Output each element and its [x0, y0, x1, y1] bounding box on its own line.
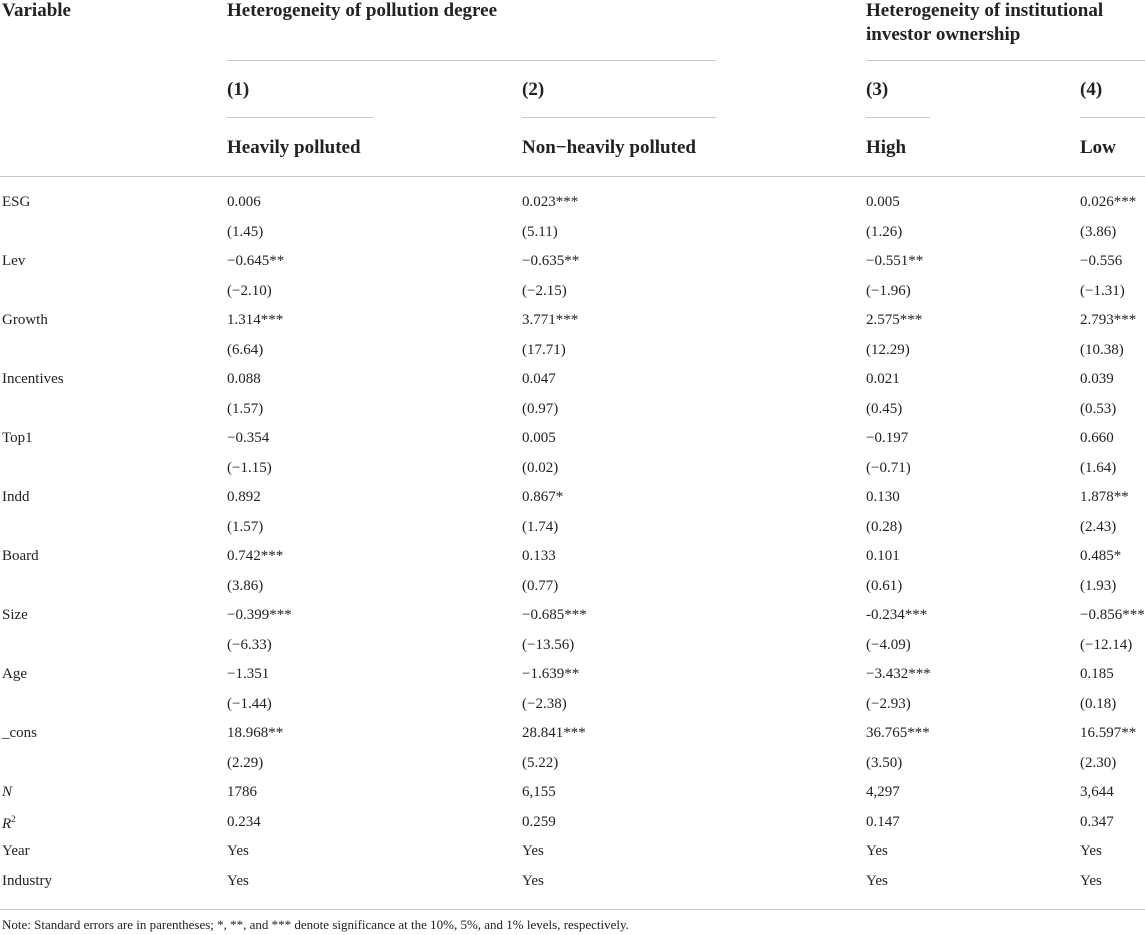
table-cell-col4: (1.64): [1080, 460, 1117, 476]
table-cell-col2: 0.259: [522, 814, 556, 830]
table-cell-col1: (6.64): [227, 342, 264, 358]
col-rule-1: [227, 117, 373, 118]
table-cell-col4: 16.597**: [1080, 725, 1137, 741]
table-cell-col4: (−12.14): [1080, 637, 1133, 653]
table-cell-col2: (5.22): [522, 755, 559, 771]
table-cell-col2: Yes: [522, 843, 544, 859]
row-label: [2, 607, 28, 624]
row-label-text: R: [2, 816, 12, 832]
row-label: [2, 371, 64, 388]
table-cell-col4: Yes: [1080, 843, 1102, 859]
table-cell-col1: Yes: [227, 873, 249, 889]
table-cell-col4: −0.556: [1080, 253, 1123, 269]
table-cell-col3: 2.575***: [866, 312, 923, 328]
row-label: [2, 312, 48, 329]
row-label: [2, 489, 30, 506]
table-cell-col4: Yes: [1080, 873, 1102, 889]
table-cell-col3: -0.234***: [866, 607, 928, 623]
col-rule-3: [866, 117, 930, 118]
table-cell-col3: −0.551**: [866, 253, 924, 269]
table-cell-col3: (−4.09): [866, 637, 911, 653]
row-label: [2, 253, 25, 270]
table-cell-col3: (−1.96): [866, 283, 911, 299]
table-cell-col2: (0.02): [522, 460, 559, 476]
table-cell-col3: (0.45): [866, 401, 903, 417]
table-cell-col1: −0.645**: [227, 253, 285, 269]
table-cell-col4: 1.878**: [1080, 489, 1129, 505]
table-cell-col1: −0.354: [227, 430, 270, 446]
table-cell-col3: 0.021: [866, 371, 900, 387]
table-bottom-rule: [0, 909, 1145, 910]
table-cell-col3: 0.101: [866, 548, 900, 564]
table-cell-col4: (2.43): [1080, 519, 1117, 535]
col-number-2: (2): [522, 79, 545, 100]
table-cell-col4: 0.026***: [1080, 194, 1137, 210]
table-cell-col2: (17.71): [522, 342, 566, 358]
row-label-text: _cons: [2, 725, 37, 741]
table-cell-col4: 0.185: [1080, 666, 1114, 682]
table-cell-col2: −0.635**: [522, 253, 580, 269]
table-cell-col1: 0.892: [227, 489, 261, 505]
table-cell-col1: 0.088: [227, 371, 261, 387]
table-cell-col4: 3,644: [1080, 784, 1114, 800]
table-cell-col1: (3.86): [227, 578, 264, 594]
table-cell-col1: 1.314***: [227, 312, 284, 328]
row-label-text: ESG: [2, 194, 31, 210]
row-label: [2, 725, 37, 742]
table-cell-col1: −1.351: [227, 666, 270, 682]
table-cell-col2: 0.047: [522, 371, 556, 387]
table-cell-col2: Yes: [522, 873, 544, 889]
table-cell-col3: (3.50): [866, 755, 903, 771]
table-cell-col4: (1.93): [1080, 578, 1117, 594]
table-cell-col4: 2.793***: [1080, 312, 1137, 328]
row-label-text: Board: [2, 548, 39, 564]
table-note: Note: Standard errors are in parentheses; *, **, and *** denote significance at the 10%, 5%, and 1% levels, respectively.: [2, 917, 629, 932]
group-rule-institutional: [866, 60, 1145, 61]
table-cell-col3: −3.432***: [866, 666, 931, 682]
row-label-text: Top1: [2, 430, 33, 446]
table-cell-col3: (−2.93): [866, 696, 911, 712]
row-label-superscript: 2: [11, 814, 16, 824]
col-rule-4: [1080, 117, 1145, 118]
table-cell-col2: −1.639**: [522, 666, 580, 682]
table-cell-col1: (1.45): [227, 224, 264, 240]
header-group-pollution: Heterogeneity of pollution degree: [227, 0, 497, 21]
row-label-text: Growth: [2, 312, 48, 328]
table-cell-col4: (10.38): [1080, 342, 1124, 358]
row-label-text: Age: [2, 666, 27, 682]
table-cell-col2: (0.97): [522, 401, 559, 417]
row-label-text: Size: [2, 607, 28, 623]
table-cell-col2: (0.77): [522, 578, 559, 594]
table-cell-col4: (−1.31): [1080, 283, 1125, 299]
table-cell-col3: −0.197: [866, 430, 909, 446]
table-cell-col2: (−2.38): [522, 696, 567, 712]
row-label: [2, 430, 33, 447]
table-cell-col4: 0.039: [1080, 371, 1114, 387]
row-label-text: Incentives: [2, 371, 64, 387]
row-label: [2, 843, 30, 860]
table-cell-col3: (12.29): [866, 342, 910, 358]
table-cell-col1: (−2.10): [227, 283, 272, 299]
table-cell-col2: 0.023***: [522, 194, 579, 210]
row-label: [2, 873, 52, 890]
table-cell-col1: 18.968**: [227, 725, 284, 741]
table-cell-col3: Yes: [866, 843, 888, 859]
table-cell-col2: 6,155: [522, 784, 556, 800]
table-cell-col2: (5.11): [522, 224, 558, 240]
table-cell-col1: 0.006: [227, 194, 261, 210]
row-label-text: Year: [2, 843, 30, 859]
table-cell-col3: 0.147: [866, 814, 900, 830]
table-cell-col4: (0.18): [1080, 696, 1117, 712]
table-cell-col1: (2.29): [227, 755, 264, 771]
col-rule-2: [522, 117, 716, 118]
table-cell-col4: (2.30): [1080, 755, 1117, 771]
table-cell-col4: 0.485*: [1080, 548, 1122, 564]
table-cell-col2: −0.685***: [522, 607, 587, 623]
table-cell-col4: −0.856***: [1080, 607, 1145, 623]
group-rule-pollution: [227, 60, 716, 61]
col-number-1: (1): [227, 79, 250, 100]
table-cell-col2: 3.771***: [522, 312, 579, 328]
table-cell-col3: (0.61): [866, 578, 903, 594]
table-cell-col2: 28.841***: [522, 725, 586, 741]
table-cell-col4: 0.347: [1080, 814, 1114, 830]
col-label-2: Non−heavily polluted: [522, 137, 696, 158]
table-cell-col4: (3.86): [1080, 224, 1117, 240]
col-number-4: (4): [1080, 79, 1103, 100]
col-label-1: Heavily polluted: [227, 137, 361, 158]
table-cell-col1: −0.399***: [227, 607, 292, 623]
table-cell-col2: 0.005: [522, 430, 556, 446]
row-label: [2, 548, 39, 565]
table-cell-col3: (0.28): [866, 519, 903, 535]
col-label-3: High: [866, 137, 907, 158]
table-cell-col1: (1.57): [227, 401, 264, 417]
header-variable: Variable: [2, 0, 71, 21]
table-cell-col2: 0.867*: [522, 489, 564, 505]
table-cell-col3: 0.130: [866, 489, 900, 505]
row-label: [2, 814, 16, 833]
table-cell-col3: (−0.71): [866, 460, 911, 476]
table-cell-col3: 36.765***: [866, 725, 930, 741]
row-label: [2, 194, 30, 211]
table-cell-col1: Yes: [227, 843, 249, 859]
table-cell-col2: 0.133: [522, 548, 556, 564]
table-cell-col2: (−2.15): [522, 283, 567, 299]
table-cell-col3: Yes: [866, 873, 888, 889]
row-label-text: Indd: [2, 489, 30, 505]
table-cell-col1: (1.57): [227, 519, 264, 535]
table-cell-col1: (−1.44): [227, 696, 272, 712]
table-cell-col1: (−1.15): [227, 460, 272, 476]
table-cell-col1: 0.234: [227, 814, 261, 830]
header-bottom-rule: [0, 176, 1145, 177]
col-number-3: (3): [866, 79, 889, 100]
row-label-text: Lev: [2, 253, 26, 269]
header-group-institutional-line2: investor ownership: [866, 24, 1021, 45]
row-label-text: N: [2, 784, 13, 800]
table-cell-col2: (1.74): [522, 519, 559, 535]
table-cell-col4: 0.660: [1080, 430, 1114, 446]
header-group-institutional-line1: Heterogeneity of institutional: [866, 0, 1104, 21]
table-cell-col3: 0.005: [866, 194, 900, 210]
table-cell-col1: 0.742***: [227, 548, 284, 564]
table-cell-col3: (1.26): [866, 224, 903, 240]
table-cell-col4: (0.53): [1080, 401, 1117, 417]
table-cell-col3: 4,297: [866, 784, 900, 800]
row-label-text: Industry: [2, 873, 52, 889]
row-label: [2, 784, 12, 801]
table-cell-col1: 1786: [227, 784, 257, 800]
row-label: [2, 666, 27, 683]
col-label-4: Low: [1080, 137, 1116, 158]
table-cell-col2: (−13.56): [522, 637, 575, 653]
table-cell-col1: (−6.33): [227, 637, 272, 653]
